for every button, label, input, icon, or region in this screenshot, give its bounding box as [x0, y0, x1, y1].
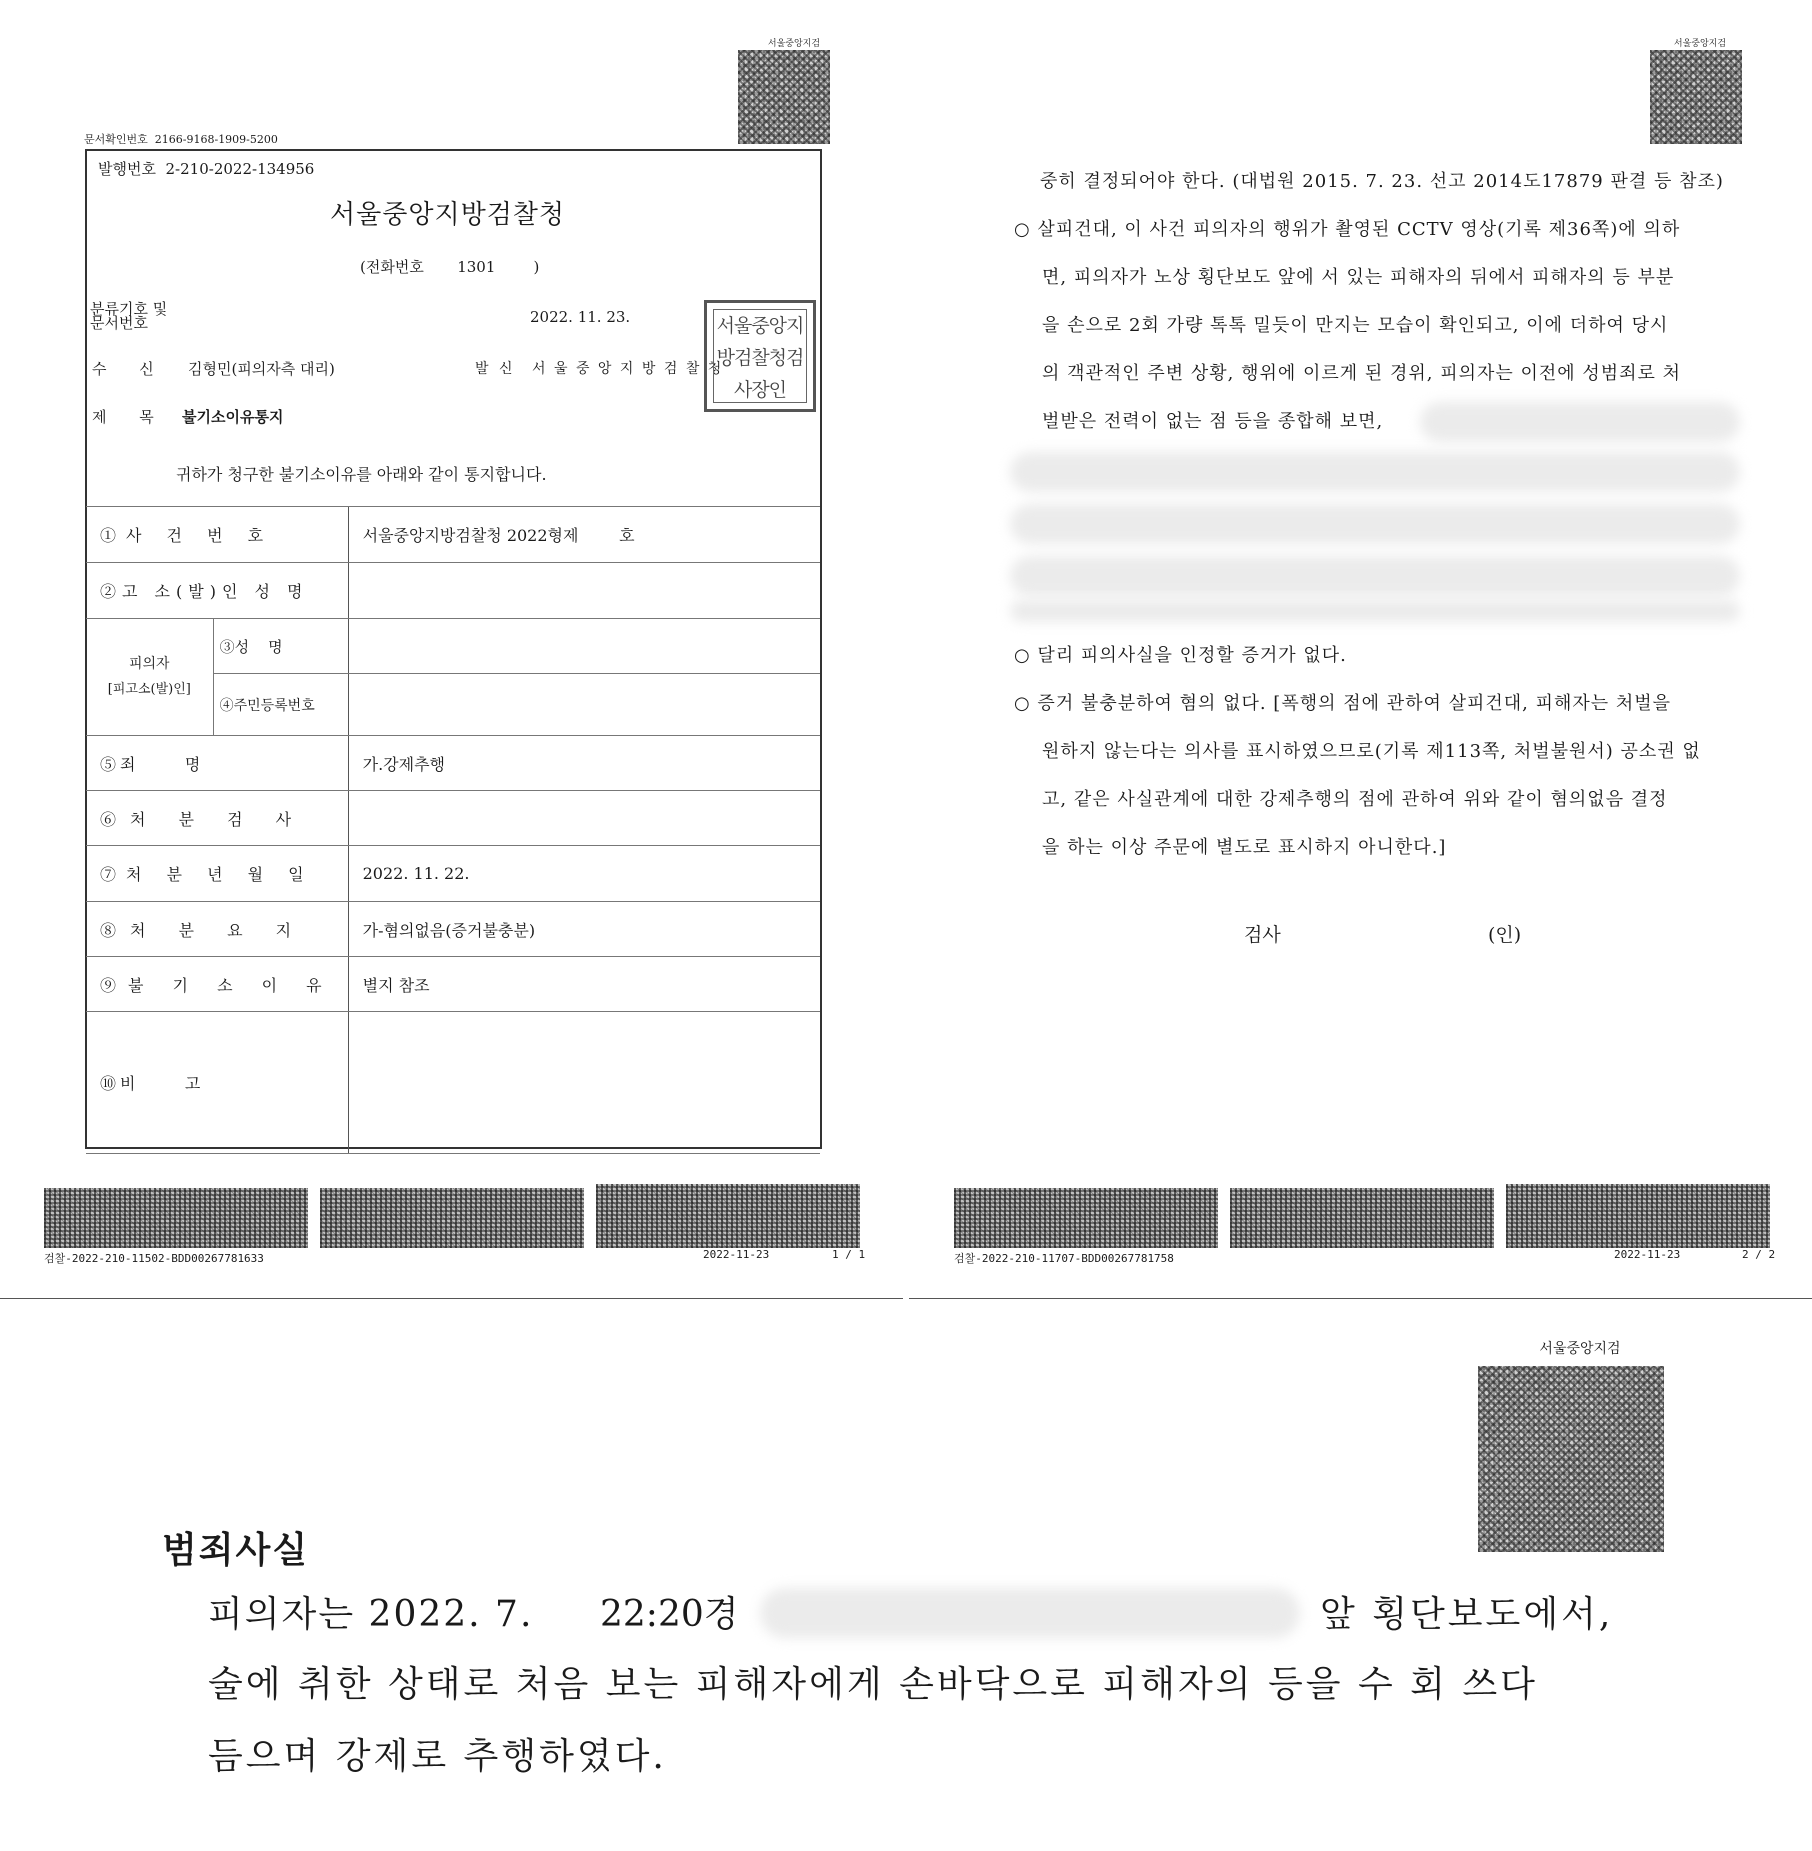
seal-mark: (인): [1488, 924, 1522, 946]
text-line: 중히 결정되어야 한다. (대법원 2015. 7. 23. 선고 2014도17879 판결 등 참조): [1040, 171, 1724, 192]
row-label: ④주민등록번호: [213, 674, 348, 736]
footer-date: 2022-11-23: [1614, 1248, 1681, 1261]
row-value: [348, 791, 820, 846]
redaction: [1010, 452, 1740, 492]
barcode: [1506, 1184, 1770, 1248]
notice-intro: 귀하가 청구한 불기소이유를 아래와 같이 통지합니다.: [176, 465, 547, 484]
table-row: [86, 902, 820, 957]
body-line-end: 앞 횡단보도에서,: [1320, 1594, 1614, 1635]
body-line: 술에 취한 상태로 처음 보는 피해자에게 손바닥으로 피해자의 등을 수 회 쓰다: [208, 1664, 1538, 1705]
text-line: 벌받은 전력이 없는 점 등을 종합해 보면,: [1042, 411, 1384, 432]
footer-id: 검찰-2022-210-11707-BDD00267781758: [954, 1252, 1174, 1265]
table-row: [86, 1012, 820, 1154]
barcode: [596, 1184, 860, 1248]
row-value: 2022. 11. 22.: [348, 846, 820, 902]
qr-code: [1650, 50, 1742, 144]
to-label: 수 신: [92, 360, 168, 378]
prosecutor-label: 검사: [1244, 924, 1281, 946]
row-label: ⑦처 분 년 월 일: [86, 846, 348, 902]
issue-number: 발행번호 2-210-2022-134956: [98, 160, 315, 178]
table-row: [86, 563, 820, 619]
subject-label: 제 목: [92, 408, 168, 426]
footer-date: 2022-11-23: [703, 1248, 770, 1261]
table-row: [86, 846, 820, 902]
footer-id: 검찰-2022-210-11502-BDD00267781633: [44, 1252, 264, 1265]
phone: (전화번호 1301 ): [360, 258, 540, 276]
barcode: [44, 1188, 308, 1248]
page-divider: [909, 1298, 1812, 1299]
qr-code: [1478, 1366, 1664, 1552]
text-line: ○ 달리 피의사실을 인정할 증거가 없다.: [1014, 645, 1347, 666]
row-label: ②고 소(발)인 성 명: [86, 563, 348, 619]
qr-label: 서울중앙지검: [1539, 1341, 1621, 1357]
office-title: 서울중앙지방검찰청: [330, 200, 566, 230]
table-row: [86, 619, 820, 674]
row-label: ⑤죄 명: [86, 736, 348, 791]
issue-date: 2022. 11. 23.: [530, 308, 631, 326]
text-line: 을 손으로 2회 가량 톡톡 밀듯이 만지는 모습이 확인되고, 이에 더하여 당시: [1042, 315, 1669, 336]
qr-code: [738, 50, 830, 144]
seal-text: 서울중앙지방검찰청검사장인: [713, 309, 807, 403]
text-line: 을 하는 이상 주문에 별도로 표시하지 아니한다.]: [1042, 837, 1447, 858]
qr-label: 서울중앙지검: [767, 39, 821, 49]
redaction: [760, 1588, 1300, 1638]
redaction: [1010, 504, 1740, 544]
row-value: [348, 1012, 820, 1154]
row-label: ⑥처 분 검 사: [86, 791, 348, 846]
table-row: [86, 957, 820, 1012]
row-value: [348, 674, 820, 736]
class-label: 분류기호 및 문서번호: [90, 300, 168, 332]
qr-label: 서울중앙지검: [1673, 39, 1727, 49]
row-value: 가-혐의없음(증거불충분): [348, 902, 820, 957]
barcode: [954, 1188, 1218, 1248]
text-line: 면, 피의자가 노상 횡단보도 앞에 서 있는 피해자의 뒤에서 피해자의 등 부분: [1042, 267, 1675, 288]
row-value: 서울중앙지방검찰청 2022형제 호: [348, 507, 820, 563]
text-line: ○ 증거 불충분하여 혐의 없다. [폭행의 점에 관하여 살피건대, 피해자는 처벌을: [1014, 693, 1672, 714]
row-value: 별지 참조: [348, 957, 820, 1012]
from-label: 발 신: [475, 361, 516, 377]
row-value: [348, 619, 820, 674]
redaction: [1010, 600, 1740, 622]
barcode: [1230, 1188, 1494, 1248]
footer-page: 1 / 1: [832, 1248, 866, 1261]
section-heading: 범죄사실: [162, 1529, 310, 1571]
row-value: 가.강제추행: [348, 736, 820, 791]
table-row: [86, 791, 820, 846]
redaction: [1420, 402, 1740, 442]
text-line: 고, 같은 사실관계에 대한 강제추행의 점에 관하여 위와 같이 혐의없음 결정: [1042, 789, 1668, 810]
redaction: [1010, 556, 1740, 596]
row-label: ⑧처 분 요 지: [86, 902, 348, 957]
official-seal: [704, 300, 816, 412]
table-row: [86, 736, 820, 791]
body-line: 듬으며 강제로 추행하였다.: [208, 1736, 667, 1777]
text-line: 의 객관적인 주변 상황, 행위에 이르게 된 경위, 피의자는 이전에 성범죄로 처: [1042, 363, 1682, 384]
table-row: [86, 507, 820, 563]
text-line: 원하지 않는다는 의사를 표시하였으므로(기록 제113쪽, 처벌불원서) 공소권 없: [1042, 741, 1701, 762]
row-label: ⑩비 고: [86, 1012, 348, 1154]
text-line: ○ 살피건대, 이 사건 피의자의 행위가 촬영된 CCTV 영상(기록 제36쪽)에 의하: [1014, 219, 1681, 240]
suspect-label: 피의자 [피고소(발)인]: [86, 619, 213, 736]
from-value: 서 울 중 앙 지 방 검 찰 청: [532, 361, 724, 377]
row-label: ③성 명: [213, 619, 348, 674]
to-value: 김형민(피의자측 대리): [188, 360, 335, 378]
row-label: ①사 건 번 호: [86, 507, 348, 563]
doc-confirm: 문서확인번호 2166-9168-1909-5200: [84, 133, 278, 146]
row-label: ⑨불 기 소 이 유: [86, 957, 348, 1012]
footer-page: 2 / 2: [1742, 1248, 1776, 1261]
body-line-time: 22:20경: [600, 1594, 739, 1635]
page-divider: [0, 1298, 903, 1299]
barcode: [320, 1188, 584, 1248]
subject-value: 불기소이유통지: [182, 408, 284, 426]
body-line: 피의자는 2022. 7.: [208, 1594, 534, 1635]
notice-table: [86, 506, 820, 1154]
row-value: [348, 563, 820, 619]
